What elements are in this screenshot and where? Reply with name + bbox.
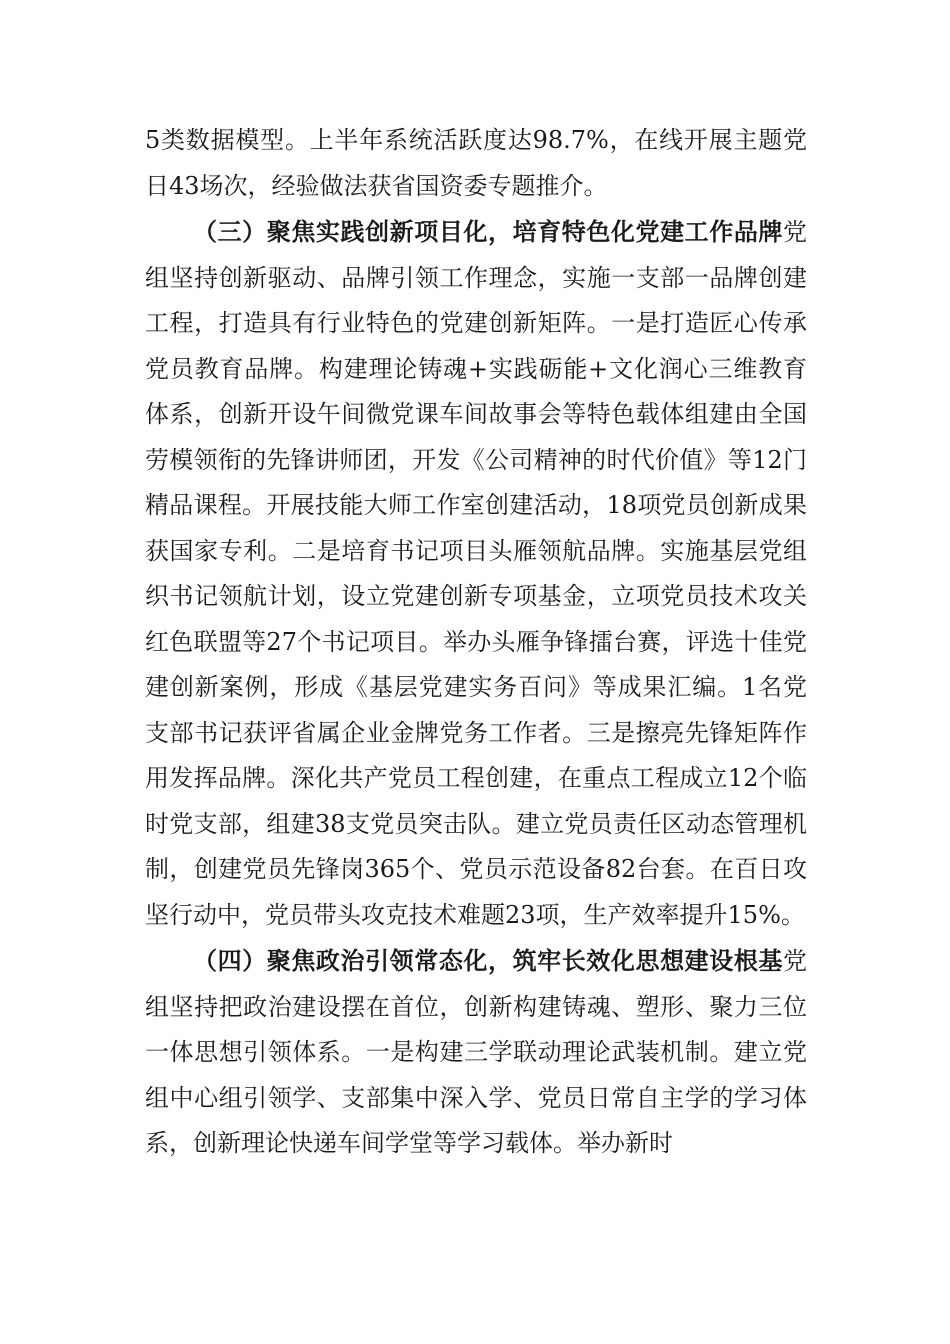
section-paragraph — [145, 209, 807, 938]
paragraph-continuation: 5类数据模型。上半年系统活跃度达98.7%，在线开展主题党日43场次，经验做法获省国资委专题推介。 — [145, 126, 807, 200]
section-body-3: 党组坚持创新驱动、品牌引领工作理念，实施一支部一品牌创建工程，打造具有行业特色的党建创新矩阵。一是打造匠心传承党员教育品牌。构建理论铸魂+实践砺能+文化润心三维教育体系，创新开设午间微党课车间故事会等特色载体组建由全国劳模领衔的先锋讲师团，开发《公司精神的时代价值》等12门精品课程。开展技能大师工作室创建活动，18项党员创新成果获国家专利。二是培育书记项目头雁领航品牌。实施基层党组织书记领航计划，设立党建创新专项基金，立项党员技术攻关红色联盟等27个书记项目。举办头雁争锋擂台赛，评选十佳党建创新案例，形成《基层党建实务百问》等成果汇编。1名党支部书记获评省属企业金牌党务工作者。三是擦亮先锋矩阵作用发挥品牌。深化共产党员工程创建，在重点工程成立12个临时党支部，组建38支党员突击队。建立党员责任区动态管理机制，创建党员先锋岗365个、党员示范设备82台套。在百日攻坚行动中，党员带头攻克技术难题23项，生产效率提升15%。 — [145, 218, 807, 929]
section-body-4: 党组坚持把政治建设摆在首位，创新构建铸魂、塑形、聚力三位一体思想引领体系。一是构建三学联动理论武装机制。建立党组中心组引领学、支部集中深入学、党员日常自主学的学习体系，创新理论快递车间学堂等学习载体。举办新时 — [145, 947, 807, 1157]
section-paragraph — [145, 938, 807, 1167]
section-heading-4: （四）聚焦政治引领常态化，筑牢长效化思想建设根基 — [193, 946, 783, 975]
section-heading-3: （三）聚焦实践创新项目化，培育特色化党建工作品牌 — [193, 217, 783, 246]
document-page — [145, 118, 807, 1167]
